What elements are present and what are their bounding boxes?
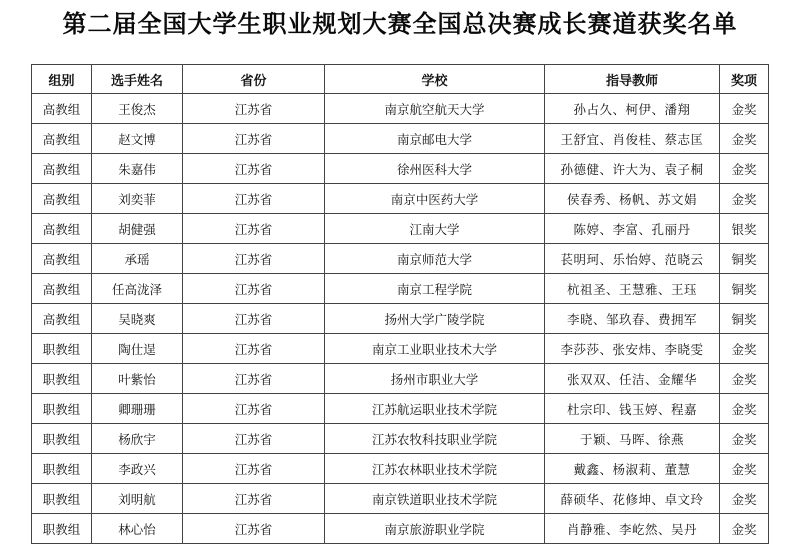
- cell-group: 高教组: [32, 124, 92, 154]
- cell-group: 高教组: [32, 184, 92, 214]
- cell-school: 南京航空航天大学: [325, 94, 545, 124]
- table-row: [32, 274, 769, 304]
- page-title: 第二届全国大学生职业规划大赛全国总决赛成长赛道获奖名单: [62, 10, 738, 38]
- cell-province: 江苏省: [183, 244, 325, 274]
- table-row: [32, 244, 769, 274]
- cell-name: 朱嘉伟: [92, 154, 183, 184]
- cell-award: 金奖: [720, 484, 769, 514]
- cell-group: 职教组: [32, 424, 92, 454]
- cell-province: 江苏省: [183, 424, 325, 454]
- cell-award: 金奖: [720, 394, 769, 424]
- cell-school: 扬州市职业大学: [325, 364, 545, 394]
- cell-mentors: 杜宗印、钱玉婷、程嘉: [545, 394, 720, 424]
- cell-school: 江苏农牧科技职业学院: [325, 424, 545, 454]
- cell-school: 江苏航运职业技术学院: [325, 394, 545, 424]
- cell-school: 南京中医药大学: [325, 184, 545, 214]
- cell-province: 江苏省: [183, 94, 325, 124]
- cell-province: 江苏省: [183, 214, 325, 244]
- cell-name: 刘奕菲: [92, 184, 183, 214]
- cell-name: 杨欣宇: [92, 424, 183, 454]
- cell-school: 南京工业职业技术大学: [325, 334, 545, 364]
- cell-school: 南京铁道职业技术学院: [325, 484, 545, 514]
- header-province: 省份: [183, 65, 325, 94]
- cell-mentors: 苌明珂、乐怡婷、范晓云: [545, 244, 720, 274]
- cell-province: 江苏省: [183, 484, 325, 514]
- cell-name: 林心怡: [92, 514, 183, 544]
- cell-award: 金奖: [720, 514, 769, 544]
- cell-group: 高教组: [32, 94, 92, 124]
- table-row: [32, 304, 769, 334]
- cell-name: 王俊杰: [92, 94, 183, 124]
- cell-province: 江苏省: [183, 514, 325, 544]
- cell-mentors: 孙占久、柯伊、潘翔: [545, 94, 720, 124]
- cell-award: 金奖: [720, 124, 769, 154]
- cell-group: 职教组: [32, 334, 92, 364]
- cell-school: 南京师范大学: [325, 244, 545, 274]
- cell-group: 职教组: [32, 484, 92, 514]
- cell-award: 金奖: [720, 454, 769, 484]
- cell-award: 铜奖: [720, 244, 769, 274]
- cell-school: 南京邮电大学: [325, 124, 545, 154]
- cell-province: 江苏省: [183, 124, 325, 154]
- award-table: [31, 64, 769, 544]
- cell-mentors: 戴鑫、杨淑莉、董慧: [545, 454, 720, 484]
- table-row: [32, 124, 769, 154]
- cell-name: 任高泷泽: [92, 274, 183, 304]
- cell-school: 江苏农林职业技术学院: [325, 454, 545, 484]
- cell-mentors: 李晓、邹玖春、费拥军: [545, 304, 720, 334]
- table-row: [32, 94, 769, 124]
- cell-name: 卿珊珊: [92, 394, 183, 424]
- header-award: 奖项: [720, 65, 769, 94]
- cell-name: 赵文博: [92, 124, 183, 154]
- header-school: 学校: [325, 65, 545, 94]
- cell-group: 职教组: [32, 514, 92, 544]
- table-row: [32, 484, 769, 514]
- cell-group: 高教组: [32, 304, 92, 334]
- cell-name: 吴晓爽: [92, 304, 183, 334]
- header-row: [32, 65, 769, 94]
- cell-name: 李政兴: [92, 454, 183, 484]
- cell-mentors: 杭祖圣、王慧雅、王珏: [545, 274, 720, 304]
- cell-group: 高教组: [32, 244, 92, 274]
- cell-mentors: 李莎莎、张安炜、李晓雯: [545, 334, 720, 364]
- cell-name: 叶紫怡: [92, 364, 183, 394]
- table-row: [32, 184, 769, 214]
- cell-name: 陶仕逞: [92, 334, 183, 364]
- table-body: [32, 94, 769, 544]
- cell-group: 高教组: [32, 154, 92, 184]
- table-row: [32, 214, 769, 244]
- cell-award: 金奖: [720, 94, 769, 124]
- cell-award: 金奖: [720, 184, 769, 214]
- cell-award: 金奖: [720, 334, 769, 364]
- table-row: [32, 514, 769, 544]
- cell-group: 职教组: [32, 454, 92, 484]
- cell-province: 江苏省: [183, 364, 325, 394]
- table-row: [32, 454, 769, 484]
- cell-school: 扬州大学广陵学院: [325, 304, 545, 334]
- table-row: [32, 154, 769, 184]
- cell-group: 高教组: [32, 214, 92, 244]
- table-row: [32, 424, 769, 454]
- cell-mentors: 于颖、马晖、徐燕: [545, 424, 720, 454]
- cell-award: 金奖: [720, 364, 769, 394]
- cell-name: 承瑶: [92, 244, 183, 274]
- cell-school: 南京旅游职业学院: [325, 514, 545, 544]
- cell-award: 金奖: [720, 154, 769, 184]
- cell-name: 胡健强: [92, 214, 183, 244]
- header-name: 选手姓名: [92, 65, 183, 94]
- cell-award: 铜奖: [720, 304, 769, 334]
- table-row: [32, 364, 769, 394]
- table-row: [32, 394, 769, 424]
- cell-school: 南京工程学院: [325, 274, 545, 304]
- cell-province: 江苏省: [183, 334, 325, 364]
- cell-province: 江苏省: [183, 274, 325, 304]
- header-group: 组别: [32, 65, 92, 94]
- cell-mentors: 孙德健、许大为、袁子桐: [545, 154, 720, 184]
- cell-group: 职教组: [32, 364, 92, 394]
- cell-province: 江苏省: [183, 394, 325, 424]
- header-mentors: 指导教师: [545, 65, 720, 94]
- cell-province: 江苏省: [183, 454, 325, 484]
- cell-mentors: 张双双、任洁、金耀华: [545, 364, 720, 394]
- cell-award: 金奖: [720, 424, 769, 454]
- cell-school: 江南大学: [325, 214, 545, 244]
- cell-award: 铜奖: [720, 274, 769, 304]
- cell-mentors: 薛硕华、花修坤、卓文玲: [545, 484, 720, 514]
- cell-province: 江苏省: [183, 304, 325, 334]
- cell-name: 刘明航: [92, 484, 183, 514]
- cell-mentors: 侯春秀、杨帆、苏文娟: [545, 184, 720, 214]
- cell-school: 徐州医科大学: [325, 154, 545, 184]
- cell-group: 高教组: [32, 274, 92, 304]
- cell-group: 职教组: [32, 394, 92, 424]
- cell-mentors: 肖静雅、李屹然、吴丹: [545, 514, 720, 544]
- cell-province: 江苏省: [183, 184, 325, 214]
- cell-mentors: 陈婷、李富、孔丽丹: [545, 214, 720, 244]
- table-row: [32, 334, 769, 364]
- cell-award: 银奖: [720, 214, 769, 244]
- cell-province: 江苏省: [183, 154, 325, 184]
- cell-mentors: 王舒宜、肖俊桂、蔡志匡: [545, 124, 720, 154]
